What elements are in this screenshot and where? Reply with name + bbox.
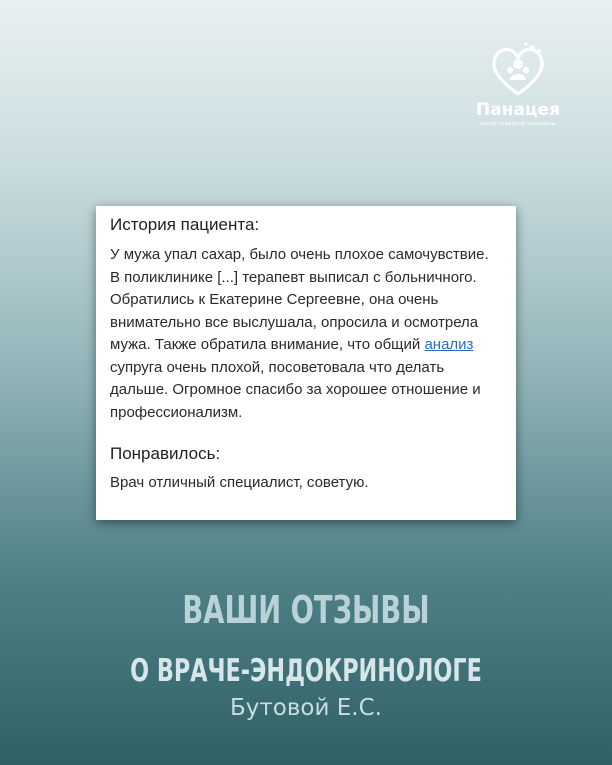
- clinic-subtitle: центр семейной медицины: [480, 121, 556, 127]
- clinic-name: Панацея: [476, 100, 560, 120]
- analysis-link[interactable]: анализ: [424, 336, 474, 353]
- doctor-name: Бутовой Е.С.: [230, 695, 382, 721]
- review-card: [96, 206, 516, 520]
- heart-family-icon: [488, 40, 548, 98]
- history-text: [110, 244, 502, 424]
- liked-text: Врач отличный специалист, советую.: [110, 474, 369, 491]
- history-title: История пациента:: [110, 215, 260, 234]
- doctor-specialty-heading: О ВРАЧЕ-ЭНДОКРИНОЛОГЕ: [130, 653, 482, 689]
- liked-title: Понравилось:: [110, 444, 221, 463]
- reviews-heading: ВАШИ ОТЗЫВЫ: [182, 588, 430, 632]
- history-text-part2: супруга очень плохой, посоветовала что делать дальше. Огромное спасибо за хорошее отношение и профессионализм.: [110, 358, 481, 421]
- clinic-logo: [468, 40, 568, 127]
- history-text-part1: У мужа упал сахар, было очень плохое самочувствие. В поликлинике [...] терапевт выписал с больничного. Обратились к Екатерине Сергеевне, она очень внимательно все выслушала, опросила и осмотрела мужа. Также обратила внимание, что общий: [110, 246, 489, 353]
